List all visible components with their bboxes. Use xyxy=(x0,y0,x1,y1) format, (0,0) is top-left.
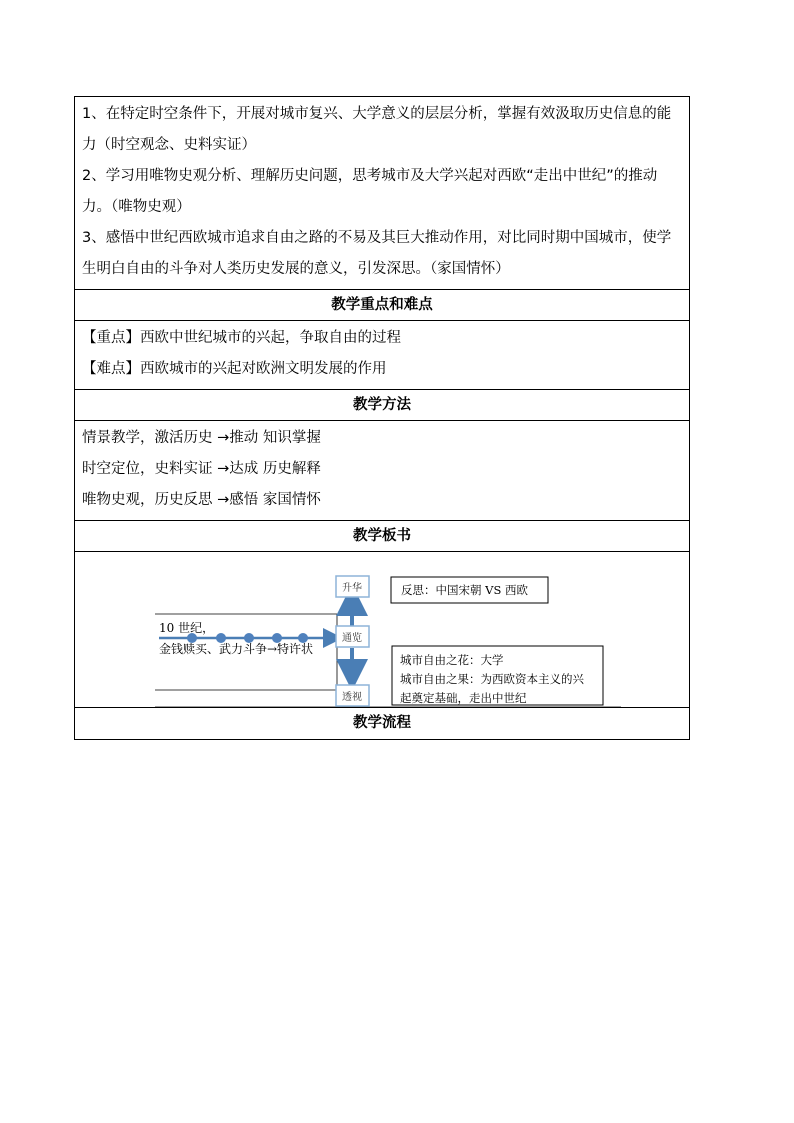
process-heading: 教学流程 xyxy=(353,715,411,731)
board-line2: 金钱赎买、武力斗争→特许状 xyxy=(159,642,314,656)
fruit-text-2: 起奠定基础，走出中世纪 xyxy=(400,691,527,705)
flower-text: 城市自由之花：大学 xyxy=(400,653,504,667)
box-mid-label: 通览 xyxy=(342,633,362,644)
fruit-text-1: 城市自由之果：为西欧资本主义的兴 xyxy=(400,672,584,686)
difficult-point: 【难点】西欧城市的兴起对欧洲文明发展的作用 xyxy=(82,361,387,377)
objective-3: 3、感悟中世纪西欧城市追求自由之路的不易及其巨大推动作用，对比同时期中国城市，使学生明白自由的斗争对人类历史发展的意义，引发深思。（家国情怀） xyxy=(82,230,672,277)
focus-heading: 教学重点和难点 xyxy=(75,290,689,321)
board-line1: 10 世纪， xyxy=(159,621,215,635)
focus-section xyxy=(75,321,689,390)
key-point: 【重点】西欧中世纪城市的兴起，争取自由的过程 xyxy=(82,330,401,346)
objectives-section xyxy=(75,97,689,290)
board-diagram-svg xyxy=(75,552,689,708)
methods-heading: 教学方法 xyxy=(75,390,689,421)
method-item: 时空定位，史料实证 →达成 历史解释 xyxy=(82,461,321,477)
objective-2: 2、学习用唯物史观分析、理解历史问题，思考城市及大学兴起对西欧“走出中世纪”的推动力。（唯物史观） xyxy=(82,168,658,215)
methods-section xyxy=(75,421,689,521)
method-item: 唯物史观，历史反思 →感悟 家国情怀 xyxy=(82,492,321,508)
box-down-label: 透视 xyxy=(342,692,362,703)
lesson-plan-table xyxy=(74,96,690,740)
board-diagram xyxy=(75,552,689,708)
objective-1: 1、在特定时空条件下，开展对城市复兴、大学意义的层层分析，掌握有效汲取历史信息的能力（时空观念、史料实证） xyxy=(82,106,672,153)
reflect-text: 反思：中国宋朝 VS 西欧 xyxy=(401,583,528,597)
board-heading: 教学板书 xyxy=(75,521,689,552)
box-up-label: 升华 xyxy=(342,583,362,594)
method-item: 情景教学，激活历史 →推动 知识掌握 xyxy=(82,430,321,446)
